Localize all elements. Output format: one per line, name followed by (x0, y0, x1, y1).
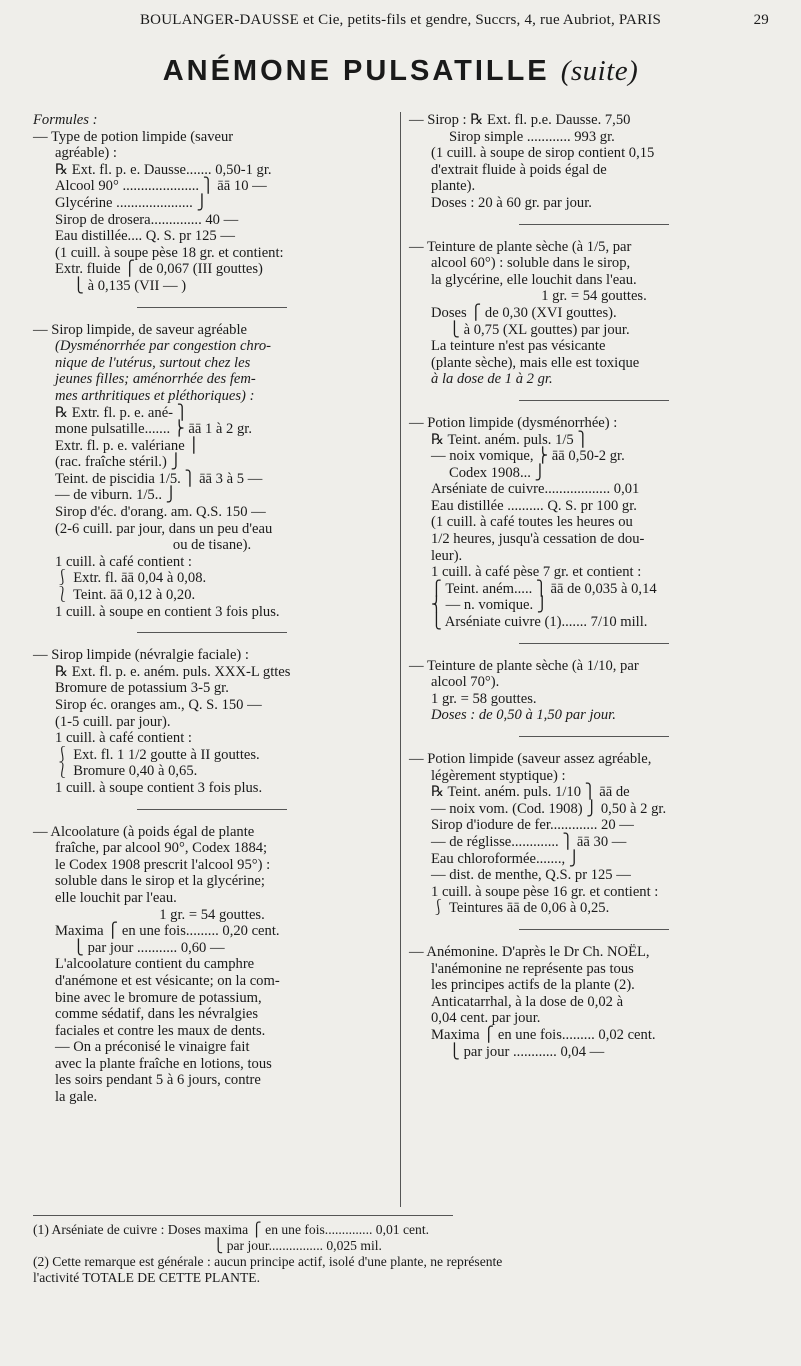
text-line: la glycérine, elle louchit dans l'eau. (431, 271, 637, 288)
column-divider (400, 112, 401, 1207)
footnote-line: ⎩ par jour................ 0,025 mil. (33, 1238, 382, 1253)
text-line: Bromure de potassium 3-5 gr. (55, 680, 229, 697)
page-title (0, 55, 801, 88)
footnote-line: (2) Cette remarque est générale : aucun principe actif, isolé d'une plante, ne représente (33, 1254, 503, 1269)
text-line: 1 gr. = 54 gouttes. (159, 906, 265, 923)
text-line: Alcool 90° ..................... ⎫ āā 10 — (55, 178, 267, 195)
text-line: Sirop éc. oranges am., Q. S. 150 — (55, 697, 262, 713)
text-line: Sirop simple ............ 993 gr. (449, 128, 615, 145)
text-line: Doses : de 0,50 à 1,50 par jour. (431, 707, 616, 724)
text-line: la gale. (55, 1089, 98, 1106)
text-line: Doses ⎧ de 0,30 (XVI gouttes). (431, 304, 617, 321)
text-line: — Alcoolature (à poids égal de plante (33, 823, 255, 840)
text-line: Codex 1908... ⎭ (449, 464, 546, 481)
header-text: BOULANGER-DAUSSE et Cie, petits-fils et gendre, Succrs, 4, rue Aubriot, PARIS (139, 12, 662, 28)
text-line: les soirs pendant 5 à 6 jours, contre (55, 1072, 261, 1089)
text-line: ⎰ Teintures āā de 0,06 à 0,25. (431, 900, 610, 917)
footnote-rule (33, 1215, 453, 1216)
section-rule (137, 809, 287, 810)
left-column (33, 112, 391, 1118)
right-column (409, 112, 779, 1072)
text-line: ℞ Ext. fl. p. e. Dausse....... 0,50-1 gr. (55, 161, 272, 178)
text-line: les principes actifs de la plante (2). (431, 977, 635, 994)
text-line: fraîche, par alcool 90°, Codex 1884; (55, 840, 268, 857)
text-line: — Potion limpide (saveur assez agréable, (409, 751, 652, 767)
text-line: mes arthritiques et pléthoriques) : (55, 387, 255, 404)
running-header (0, 12, 801, 29)
text-line: — Sirop : ℞ Ext. fl. p.e. Dausse. 7,50 (409, 112, 631, 128)
text-line: ou de tisane). (172, 537, 252, 554)
text-line: 1 gr. = 54 gouttes. (541, 288, 647, 305)
text-line: 1 cuill. à café contient : (55, 553, 192, 570)
entry-sirop-nevralgie (33, 647, 391, 796)
entry-potion-styptique (409, 751, 779, 917)
text-line: l'anémonine ne représente pas tous (431, 960, 634, 977)
text-line: Formules : (33, 112, 98, 128)
text-line: 1 cuill. à café pèse 7 gr. et contient : (431, 564, 642, 581)
text-line: — Sirop limpide, de saveur agréable (33, 321, 247, 338)
section-rule (137, 632, 287, 633)
text-line: ⎰ Extr. fl. āā 0,04 à 0,08. (55, 570, 207, 587)
section-rule (137, 307, 287, 308)
text-line: bine avec le bromure de potassium, (55, 989, 262, 1006)
text-line: ⎩ Arséniate cuivre (1)....... 7/10 mill. (431, 614, 648, 631)
text-line: alcool 70°). (431, 674, 500, 691)
text-line: 1/2 heures, jusqu'à cessation de dou- (431, 531, 645, 548)
text-line: 0,04 cent. par jour. (431, 1010, 541, 1027)
text-line: ⎰ Ext. fl. 1 1/2 goutte à II gouttes. (55, 746, 260, 763)
text-line: Teint. de piscidia 1/5. ⎫ āā 3 à 5 — (55, 470, 263, 487)
title-suffix: (suite) (560, 55, 639, 87)
text-line: ℞ Teint. aném. puls. 1/10 ⎫ āā de (431, 784, 630, 801)
text-line: 1 cuill. à soupe contient 3 fois plus. (55, 779, 263, 796)
text-line: Maxima ⎧ en une fois......... 0,20 cent. (55, 923, 280, 940)
text-line: ⎩ à 0,75 (XL gouttes) par jour. (449, 321, 630, 338)
text-line: (Dysménorrhée par congestion chro- (55, 338, 272, 355)
text-line: — de viburn. 1/5.. ⎭ (55, 487, 177, 504)
text-line: à la dose de 1 à 2 gr. (431, 371, 553, 388)
text-line: d'extrait fluide à poids égal de (431, 161, 607, 178)
text-line: — Type de potion limpide (saveur (33, 128, 234, 145)
text-line: elle louchit par l'eau. (55, 889, 177, 906)
entry-sirop-dysmenorrhee (33, 322, 391, 621)
text-line: Arséniate de cuivre.................. 0,01 (431, 481, 640, 498)
text-line: agréable) : (55, 145, 117, 162)
text-line: ⎱ Bromure 0,40 à 0,65. (55, 763, 198, 780)
text-line: (1 cuill. à soupe pèse 18 gr. et contient: (55, 244, 284, 261)
footnote-line: l'activité TOTALE DE CETTE PLANTE. (33, 1270, 260, 1285)
text-line: alcool 60°) : soluble dans le sirop, (431, 255, 631, 272)
text-line: 1 gr. = 58 gouttes. (431, 690, 537, 707)
text-line: ⎩ par jour ............ 0,04 — (449, 1043, 605, 1060)
page-number: 29 (753, 12, 769, 28)
text-line: mone pulsatille....... ⎬ āā 1 à 2 gr. (55, 421, 252, 438)
section-rule (519, 929, 669, 930)
text-line: faciales et contre les maux de dents. (55, 1022, 266, 1039)
text-line: Maxima ⎧ en une fois......... 0,02 cent. (431, 1026, 656, 1043)
entry-sirop-dausse (409, 112, 779, 212)
text-line: comme sédatif, dans les névralgies (55, 1006, 259, 1023)
text-line: — Teinture de plante sèche (à 1/10, par (409, 657, 639, 674)
text-line: soluble dans le sirop et la glycérine; (55, 873, 265, 890)
text-line: Doses : 20 à 60 gr. par jour. (431, 194, 592, 211)
section-rule (519, 224, 669, 225)
text-line: — On a préconisé le vinaigre fait (55, 1039, 250, 1056)
text-line: 1 cuill. à soupe en contient 3 fois plus. (55, 603, 280, 620)
text-line: Extr. fluide ⎧ de 0,067 (III gouttes) (55, 261, 263, 278)
text-line: Eau distillée.... Q. S. pr 125 — (55, 228, 235, 245)
text-line: d'anémone et est vésicante; on la com- (55, 972, 280, 989)
text-line: (2-6 cuill. par jour, dans un peu d'eau (55, 520, 273, 537)
text-line: ℞ Teint. aném. puls. 1/5 ⎫ (431, 431, 589, 448)
text-line: — Teinture de plante sèche (à 1/5, par (409, 238, 632, 255)
text-line: (1 cuill. à café toutes les heures ou (431, 514, 633, 531)
text-line: plante). (431, 178, 476, 195)
text-line: ℞ Extr. fl. p. e. ané- ⎫ (55, 404, 188, 421)
text-line: (rac. fraîche stéril.) ⎭ (55, 454, 182, 471)
section-rule (519, 736, 669, 737)
text-line: ⎧ Teint. aném..... ⎫ āā de 0,035 à 0,14 (431, 580, 657, 597)
text-line: leur). (431, 547, 463, 564)
text-line: 1 cuill. à soupe pèse 16 gr. et contient : (431, 883, 659, 900)
text-line: — Sirop limpide (névralgie faciale) : (33, 647, 249, 664)
entry-potion-dysmenorrhee (409, 415, 779, 631)
text-line: Sirop d'iodure de fer............. 20 — (431, 817, 634, 834)
text-line: Extr. fl. p. e. valériane ⎪ (55, 437, 200, 454)
text-line: ⎩ à 0,135 (VII — ) (73, 277, 187, 294)
text-line: L'alcoolature contient du camphre (55, 956, 255, 973)
entry-anemonine (409, 944, 779, 1060)
text-line: (plante sèche), mais elle est toxique (431, 354, 640, 371)
text-line: Anticatarrhal, à la dose de 0,02 à (431, 993, 624, 1010)
text-line: — dist. de menthe, Q.S. pr 125 — (431, 867, 631, 884)
entry-teinture-1-5 (409, 239, 779, 388)
text-line: jeunes filles; aménorrhée des fem- (55, 371, 256, 388)
text-line: ℞ Ext. fl. p. e. aném. puls. XXX-L gttes (55, 663, 291, 680)
footnote-line: (1) Arséniate de cuivre : Doses maxima ⎧ en une fois.............. 0,01 cent. (33, 1222, 430, 1237)
text-line: — de réglisse............. ⎫ āā 30 — (431, 833, 627, 850)
text-line: ⎱ Teint. āā 0,12 à 0,20. (55, 587, 196, 604)
entry-formules (33, 112, 391, 295)
text-line: Eau chloroformée......., ⎭ (431, 850, 580, 867)
section-rule (519, 643, 669, 644)
text-line: légèrement styptique) : (431, 767, 566, 784)
text-line: Eau distillée .......... Q. S. pr 100 gr. (431, 497, 637, 514)
text-line: Sirop de drosera.............. 40 — (55, 211, 239, 228)
text-line: La teinture n'est pas vésicante (431, 338, 606, 355)
text-line: — noix vomique, ⎬ āā 0,50-2 gr. (431, 448, 625, 465)
text-line: avec la plante fraîche en lotions, tous (55, 1055, 272, 1072)
text-line: Sirop d'éc. d'orang. am. Q.S. 150 — (55, 504, 266, 521)
text-line: Glycérine ..................... ⎭ (55, 194, 208, 211)
entry-alcoolature (33, 824, 391, 1106)
text-line: — noix vom. (Cod. 1908) ⎭ 0,50 à 2 gr. (431, 800, 667, 817)
text-line: nique de l'utérus, surtout chez les (55, 354, 251, 371)
footnotes (33, 1215, 783, 1286)
text-line: le Codex 1908 prescrit l'alcool 95°) : (55, 856, 271, 873)
title-main: ANÉMONE PULSATILLE (162, 55, 550, 87)
section-rule (519, 400, 669, 401)
text-line: (1-5 cuill. par jour). (55, 713, 171, 730)
text-line: 1 cuill. à café contient : (55, 730, 192, 747)
text-line: ⎨ — n. vomique. ⎭ (431, 597, 548, 614)
text-line: — Anémonine. D'après le Dr Ch. NOËL, (409, 943, 650, 960)
text-line: ⎩ par jour ........... 0,60 — (73, 939, 225, 956)
text-line: — Potion limpide (dysménorrhée) : (409, 414, 618, 431)
text-line: (1 cuill. à soupe de sirop contient 0,15 (431, 145, 655, 162)
entry-teinture-1-10 (409, 658, 779, 724)
